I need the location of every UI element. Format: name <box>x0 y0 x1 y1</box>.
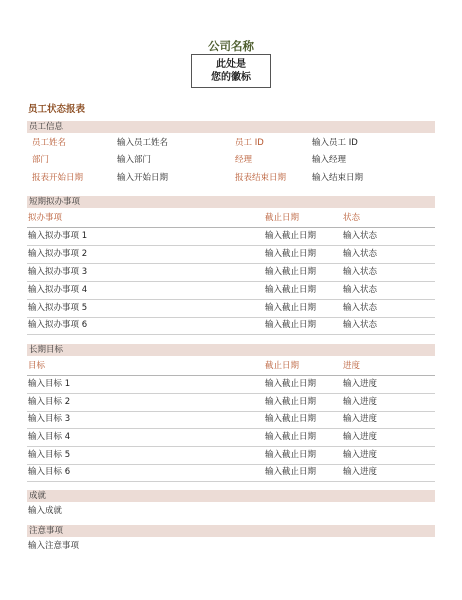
cell-status[interactable]: 输入状态 <box>343 249 378 259</box>
logo-line-1: 此处是 <box>216 59 246 70</box>
column-header-due-date: 截止日期 <box>265 213 300 223</box>
table-row <box>27 300 435 318</box>
cell-due-date[interactable]: 输入截止日期 <box>265 432 317 442</box>
column-header-progress: 进度 <box>343 361 361 371</box>
cell-goal[interactable]: 输入目标 6 <box>28 467 71 477</box>
cell-due-date[interactable]: 输入截止日期 <box>265 379 317 389</box>
table-header <box>27 358 435 376</box>
field-value-manager[interactable]: 输入经理 <box>312 155 347 165</box>
column-header-item: 拟办事项 <box>28 213 63 223</box>
cell-due-date[interactable]: 输入截止日期 <box>265 414 317 424</box>
notes-value[interactable]: 输入注意事项 <box>28 541 80 551</box>
info-row <box>0 170 462 187</box>
cell-due-date[interactable]: 输入截止日期 <box>265 249 317 259</box>
cell-status[interactable]: 输入状态 <box>343 303 378 313</box>
field-label-employee-name: 员工姓名 <box>32 138 67 148</box>
cell-progress[interactable]: 输入进度 <box>343 397 378 407</box>
cell-goal[interactable]: 输入目标 5 <box>28 450 71 460</box>
table-row <box>27 246 435 264</box>
cell-item[interactable]: 输入拟办事项 2 <box>28 249 88 259</box>
cell-progress[interactable]: 输入进度 <box>343 379 378 389</box>
field-value-employee-id[interactable]: 输入员工 ID <box>312 138 358 148</box>
field-label-employee-id: 员工 ID <box>235 138 264 148</box>
report-title: 员工状态报表 <box>28 104 86 115</box>
logo-placeholder[interactable] <box>191 54 271 88</box>
section-header-employee-info: 员工信息 <box>27 121 435 133</box>
field-value-employee-name[interactable]: 输入员工姓名 <box>117 138 169 148</box>
table-row <box>27 264 435 282</box>
cell-progress[interactable]: 输入进度 <box>343 467 378 477</box>
table-row <box>27 411 435 429</box>
column-header-goal: 目标 <box>28 361 46 371</box>
table-row <box>27 317 435 335</box>
cell-due-date[interactable]: 输入截止日期 <box>265 320 317 330</box>
cell-due-date[interactable]: 输入截止日期 <box>265 397 317 407</box>
cell-item[interactable]: 输入拟办事项 5 <box>28 303 88 313</box>
cell-due-date[interactable]: 输入截止日期 <box>265 303 317 313</box>
table-row <box>27 282 435 300</box>
cell-goal[interactable]: 输入目标 1 <box>28 379 71 389</box>
field-label-department: 部门 <box>32 155 50 165</box>
cell-item[interactable]: 输入拟办事项 1 <box>28 231 88 241</box>
cell-status[interactable]: 输入状态 <box>343 231 378 241</box>
table-row <box>27 228 435 246</box>
field-label-manager: 经理 <box>235 155 253 165</box>
cell-progress[interactable]: 输入进度 <box>343 450 378 460</box>
field-label-start-date: 报表开始日期 <box>32 173 84 183</box>
cell-status[interactable]: 输入状态 <box>343 267 378 277</box>
company-name: 公司名称 <box>208 39 254 53</box>
info-row <box>0 152 462 169</box>
cell-due-date[interactable]: 输入截止日期 <box>265 231 317 241</box>
cell-due-date[interactable]: 输入截止日期 <box>265 267 317 277</box>
cell-item[interactable]: 输入拟办事项 6 <box>28 320 88 330</box>
table-row <box>27 394 435 412</box>
table-row <box>27 447 435 465</box>
section-header-achievements: 成就 <box>27 490 435 502</box>
cell-progress[interactable]: 输入进度 <box>343 432 378 442</box>
info-row <box>0 135 462 152</box>
table-row <box>27 464 435 482</box>
cell-status[interactable]: 输入状态 <box>343 285 378 295</box>
cell-due-date[interactable]: 输入截止日期 <box>265 467 317 477</box>
cell-goal[interactable]: 输入目标 3 <box>28 414 71 424</box>
table-row <box>27 429 435 447</box>
cell-goal[interactable]: 输入目标 2 <box>28 397 71 407</box>
cell-status[interactable]: 输入状态 <box>343 320 378 330</box>
cell-goal[interactable]: 输入目标 4 <box>28 432 71 442</box>
cell-due-date[interactable]: 输入截止日期 <box>265 285 317 295</box>
field-value-start-date[interactable]: 输入开始日期 <box>117 173 169 183</box>
logo-line-2: 您的徽标 <box>211 72 251 83</box>
column-header-status: 状态 <box>343 213 361 223</box>
achievements-value[interactable]: 输入成就 <box>28 506 63 516</box>
table-header <box>27 210 435 228</box>
field-value-department[interactable]: 输入部门 <box>117 155 152 165</box>
table-row <box>27 376 435 394</box>
cell-item[interactable]: 输入拟办事项 4 <box>28 285 88 295</box>
section-header-short-term: 短期拟办事项 <box>27 196 435 208</box>
cell-item[interactable]: 输入拟办事项 3 <box>28 267 88 277</box>
cell-progress[interactable]: 输入进度 <box>343 414 378 424</box>
section-header-long-term: 长期目标 <box>27 344 435 356</box>
field-label-end-date: 报表结束日期 <box>235 173 287 183</box>
field-value-end-date[interactable]: 输入结束日期 <box>312 173 364 183</box>
section-header-notes: 注意事项 <box>27 525 435 537</box>
column-header-due-date: 截止日期 <box>265 361 300 371</box>
cell-due-date[interactable]: 输入截止日期 <box>265 450 317 460</box>
